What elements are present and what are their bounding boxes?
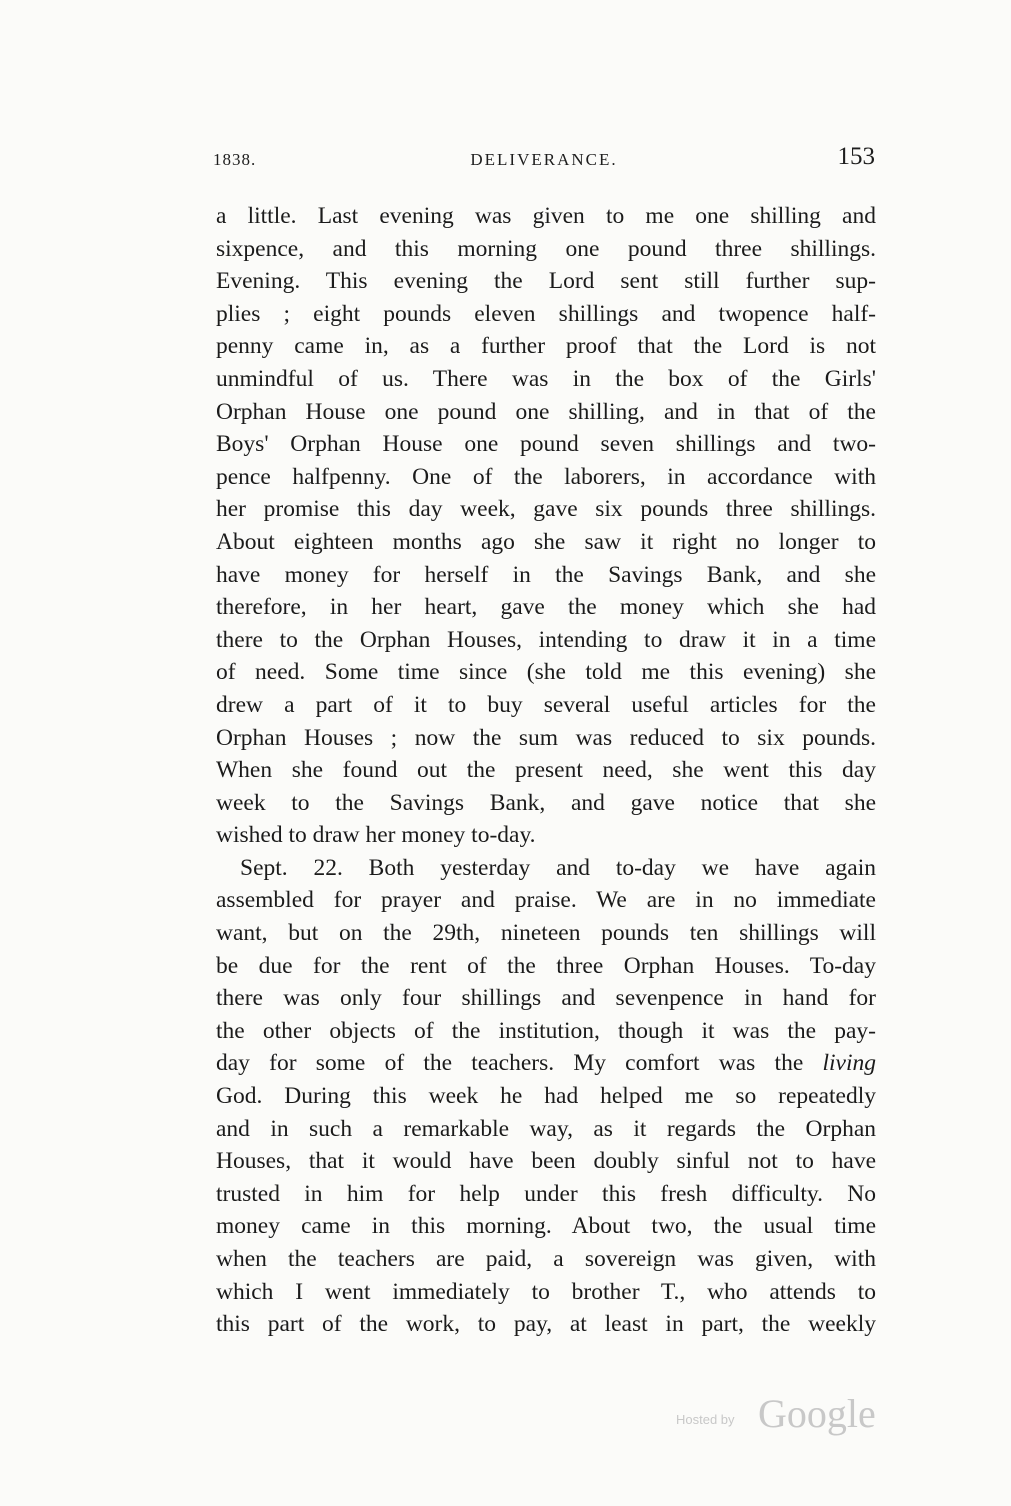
text-line: Boys' Orphan House one pound seven shillings and two-: [216, 431, 876, 458]
text-line: wished to draw her money to-day.: [216, 822, 536, 849]
text-line: the other objects of the institution, though it was the pay-: [216, 1017, 876, 1044]
text-line: and in such a remarkable way, as it regards the Orphan: [216, 1115, 876, 1142]
text-line: have money for herself in the Savings Bank, and she: [216, 561, 876, 588]
text-line: plies ; eight pounds eleven shillings and twopence half-: [216, 300, 876, 327]
text-line: sixpence, and this morning one pound three shillings.: [216, 235, 876, 262]
text-line: When she found out the present need, she went this day: [216, 757, 876, 784]
text-line: therefore, in her heart, gave the money which she had: [216, 594, 876, 621]
text-line: be due for the rent of the three Orphan Houses. To-day: [216, 952, 876, 979]
text-line: there was only four shillings and sevenpence in hand for: [216, 985, 876, 1012]
header-year: 1838.: [213, 150, 257, 169]
body-text: [216, 200, 876, 1341]
text-line: trusted in him for help under this fresh difficulty. No: [216, 1180, 876, 1207]
text-line: there to the Orphan Houses, intending to draw it in a time: [216, 626, 876, 653]
italic-word: living: [822, 1050, 876, 1077]
watermark-hosted-by: Hosted by: [676, 1412, 735, 1427]
text-line: Evening. This evening the Lord sent still further sup-: [216, 268, 876, 295]
running-head: [213, 143, 875, 180]
text-line: of need. Some time since (she told me this evening) she: [216, 659, 876, 686]
text-line: Sept. 22. Both yesterday and to-day we have again: [240, 854, 876, 881]
text-line: her promise this day week, gave six pounds three shillings.: [216, 496, 876, 523]
text-line: a little. Last evening was given to me one shilling and: [216, 203, 876, 229]
text-line: Orphan Houses ; now the sum was reduced to six pounds.: [216, 724, 876, 751]
text-line: which I went immediately to brother T., who attends to: [216, 1278, 876, 1305]
text-line: Houses, that it would have been doubly sinful not to have: [216, 1148, 876, 1175]
google-logo-text: Google: [758, 1391, 876, 1436]
text-line: pence halfpenny. One of the laborers, in accordance with: [216, 463, 876, 490]
hosted-by-google-watermark: [676, 1390, 886, 1434]
text-line: About eighteen months ago she saw it right no longer to: [216, 528, 876, 555]
text-line: want, but on the 29th, nineteen pounds ten shillings will: [216, 920, 876, 947]
text-line: money came in this morning. About two, the usual time: [216, 1213, 876, 1240]
text-line: penny came in, as a further proof that the Lord is not: [216, 333, 876, 360]
text-line: when the teachers are paid, a sovereign was given, with: [216, 1246, 876, 1272]
text-line: God. During this week he had helped me so repeatedly: [216, 1083, 876, 1110]
text-line: week to the Savings Bank, and gave notice that she: [216, 789, 876, 816]
text-line: this part of the work, to pay, at least in part, the weekly: [216, 1311, 876, 1338]
text-line-with-italic: [216, 1047, 876, 1080]
text-line: Orphan House one pound one shilling, and in that of the: [216, 398, 876, 425]
text-segment: day for some of the teachers. My comfort was the: [216, 1050, 804, 1077]
page-number: 153: [837, 143, 875, 170]
text-line: drew a part of it to buy several useful articles for the: [216, 691, 876, 718]
text-line: unmindful of us. There was in the box of the Girls': [216, 365, 876, 392]
text-line: assembled for prayer and praise. We are in no immediate: [216, 887, 876, 914]
chapter-title: DELIVERANCE.: [470, 150, 618, 169]
